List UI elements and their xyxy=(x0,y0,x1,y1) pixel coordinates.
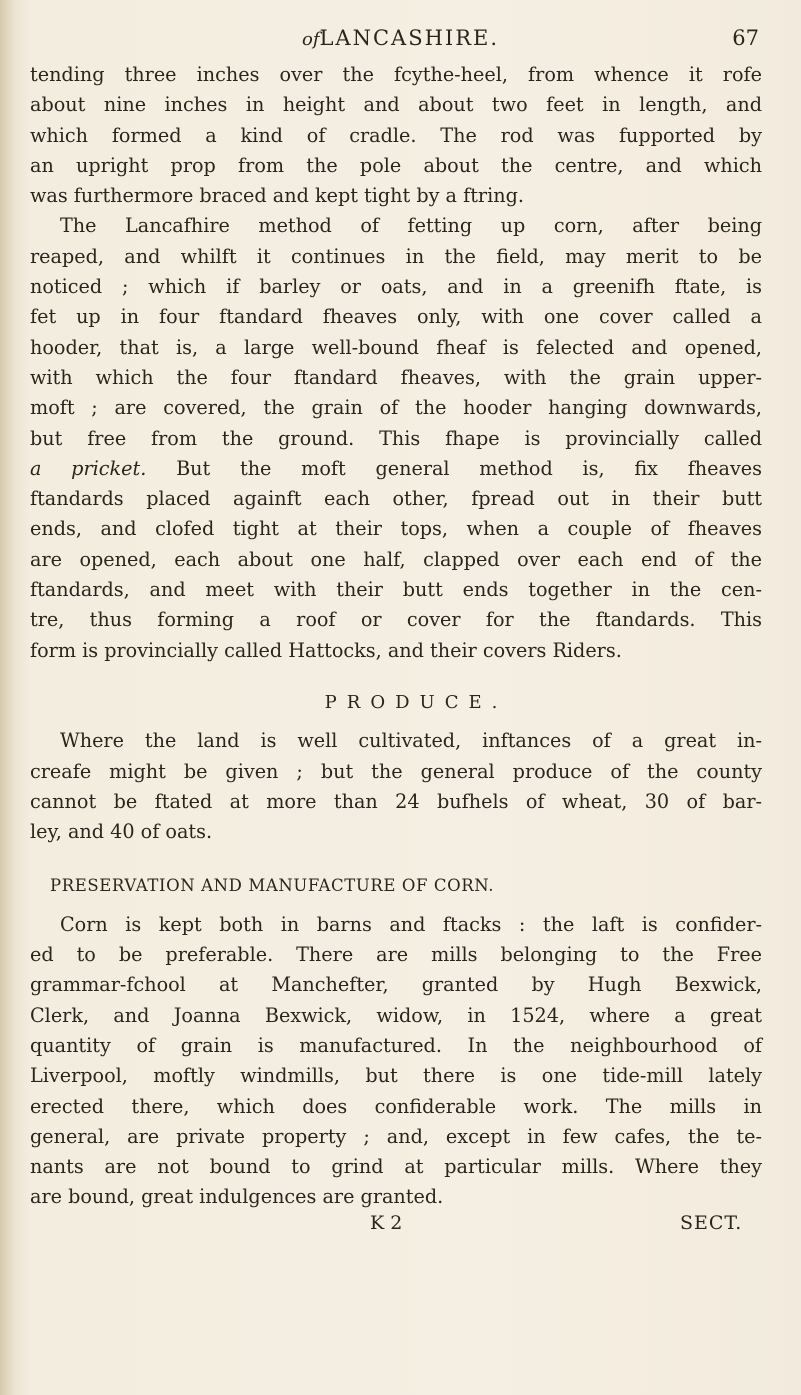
text-line: The Lancafhire method of fetting up corn, after being xyxy=(60,214,762,238)
text-line: are bound, great indulgences are granted. xyxy=(30,1185,444,1209)
text-fragment: But the moft general method is, fix fheaves xyxy=(176,456,762,480)
paragraph-3 xyxy=(30,726,762,847)
paragraph-2 xyxy=(30,211,762,665)
text-line: quantity of grain is manufactured. In the neighbourhood of xyxy=(30,1033,762,1057)
running-head xyxy=(0,20,801,60)
text-line: fet up in four ftandard fheaves only, with one cover called a xyxy=(30,305,762,329)
section-heading-produce: PRODUCE. xyxy=(324,691,508,713)
text-line xyxy=(30,454,762,484)
text-line: tending three inches over the fcythe-heel, from whence it rofe xyxy=(30,63,762,86)
text-line: Liverpool, moftly windmills, but there is one tide-mill lately xyxy=(30,1064,762,1088)
text-line: an upright prop from the pole about the centre, and which xyxy=(30,153,762,177)
text-line: ends, and clofed tight at their tops, when a couple of fheaves xyxy=(30,517,762,541)
text-line: erected there, which does confiderable work. The mills in xyxy=(30,1094,762,1118)
text-line: Where the land is well cultivated, inftances of a great in- xyxy=(60,729,762,753)
running-title-of: of xyxy=(301,29,320,50)
text-line: nants are not bound to grind at particular mills. Where they xyxy=(30,1155,762,1179)
page-footer xyxy=(0,1212,801,1242)
page-gutter-edge xyxy=(0,0,14,1395)
text-line: ftandards, and meet with their butt ends together in the cen- xyxy=(30,578,762,602)
text-line: general, are private property ; and, except in few cafes, the te- xyxy=(30,1124,762,1148)
paragraph-1 xyxy=(30,60,762,211)
text-line: creafe might be given ; but the general produce of the county xyxy=(30,759,762,783)
text-line: was furthermore braced and kept tight by a ftring. xyxy=(30,184,524,208)
text-line: Clerk, and Joanna Bexwick, widow, in 1524, where a great xyxy=(30,1003,762,1027)
text-line: but free from the ground. This fhape is provincially called xyxy=(30,426,762,450)
body-text xyxy=(30,60,762,1213)
text-line: moft ; are covered, the grain of the hooder hanging downwards, xyxy=(30,396,762,420)
running-title xyxy=(0,26,801,50)
text-line: tre, thus forming a roof or cover for the ftandards. This xyxy=(30,608,762,632)
text-line: ley, and 40 of oats. xyxy=(30,820,213,844)
text-line: ed to be preferable. There are mills belonging to the Free xyxy=(30,943,762,967)
text-line: which formed a kind of cradle. The rod was fupported by xyxy=(30,123,762,147)
signature-mark: K 2 xyxy=(370,1212,403,1234)
text-line: hooder, that is, a large well-bound fheaf is felected and opened, xyxy=(30,335,762,359)
text-line: with which the four ftandard fheaves, with the grain upper- xyxy=(30,365,762,389)
text-line: noticed ; which if barley or oats, and in a greenifh ftate, is xyxy=(30,275,762,299)
text-line: grammar-fchool at Manchefter, granted by Hugh Bexwick, xyxy=(30,973,762,997)
text-line: reaped, and whilft it continues in the field, may merit to be xyxy=(30,244,762,268)
page-number: 67 xyxy=(732,26,759,50)
text-line: form is provincially called Hattocks, and their covers Riders. xyxy=(30,638,622,662)
text-line: are opened, each about one half, clapped over each end of the xyxy=(30,547,762,571)
catchword: SECT. xyxy=(680,1212,743,1234)
section-heading-preservation: PRESERVATION AND MANUFACTURE OF CORN. xyxy=(50,876,495,896)
italic-term: a pricket. xyxy=(30,456,147,480)
text-line: cannot be ftated at more than 24 bufhels of wheat, 30 of bar- xyxy=(30,789,762,813)
running-title-text: LANCASHIRE. xyxy=(319,26,500,50)
text-line: ftandards placed againft each other, fpread out in their butt xyxy=(30,487,762,511)
text-line: about nine inches in height and about two feet in length, and xyxy=(30,93,762,117)
paragraph-4 xyxy=(30,910,762,1213)
text-line: Corn is kept both in barns and ftacks : the laft is confider- xyxy=(60,912,762,936)
